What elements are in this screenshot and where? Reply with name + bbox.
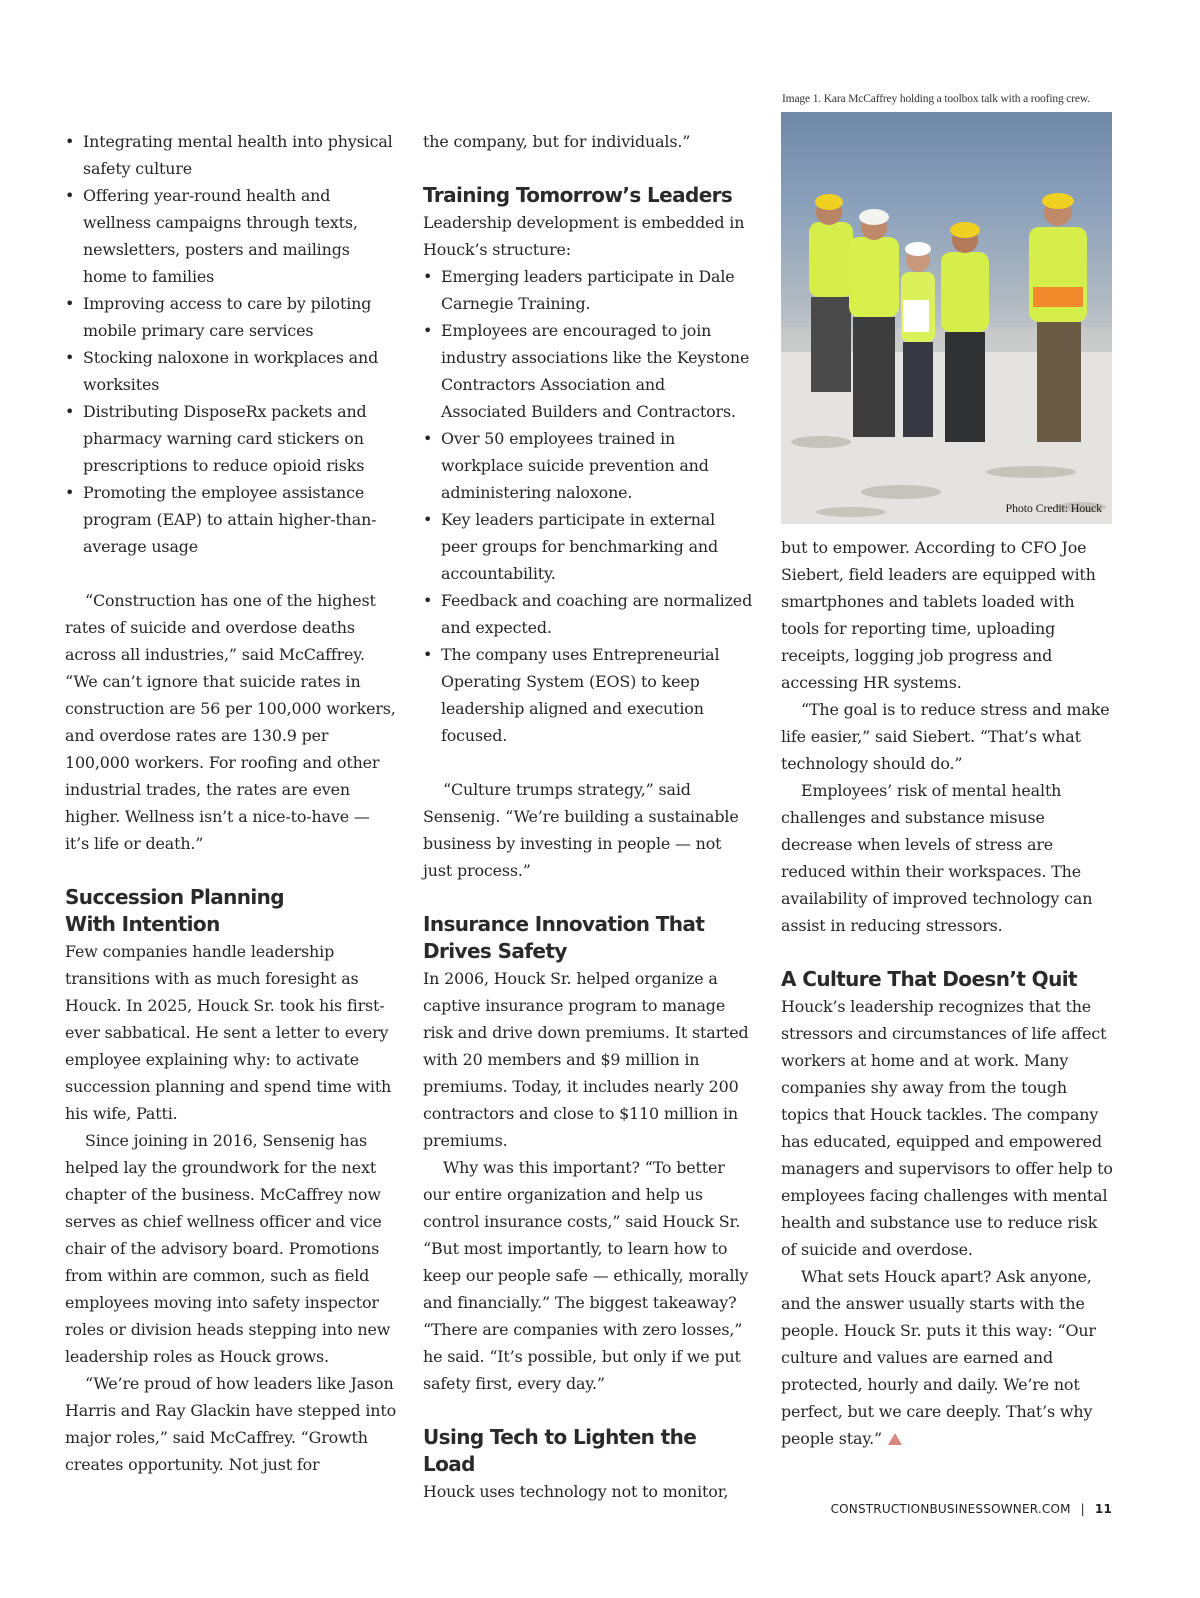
wellness-initiatives-list xyxy=(65,128,397,560)
section-heading-insurance: Insurance Innovation That Drives Safety xyxy=(423,912,705,963)
section-heading-training: Training Tomorrow’s Leaders xyxy=(423,183,733,207)
list-item: • Over 50 employees trained in workplace suicide prevention and administering naloxone. xyxy=(423,425,753,506)
list-item: • Employees are encouraged to join industry associations like the Keystone Contractors Association and Associated Builders and Contractors. xyxy=(423,317,753,425)
footer-site-url: CONSTRUCTIONBUSINESSOWNER.COM xyxy=(830,1502,1071,1516)
photo-credit: Photo Credit: Houck xyxy=(1005,501,1102,515)
list-item: • Feedback and coaching are normalized and expected. xyxy=(423,587,753,641)
list-item: • Promoting the employee assistance program (EAP) to attain higher-than-average usage xyxy=(65,479,397,560)
sensenig-quote-paragraph: “Culture trumps strategy,” said Sensenig. “We’re building a sustainable business by investing in people — not just process.” xyxy=(423,780,739,880)
list-item: • Key leaders participate in external peer groups for benchmarking and accountability. xyxy=(423,506,753,587)
list-item: • Integrating mental health into physical safety culture xyxy=(65,128,397,182)
paragraph: Houck’s leadership recognizes that the stressors and circumstances of life affect workers at home and at work. Many companies shy away from the tough topics that Houck tackles. The company has educated, equipped and empowered managers and supervisors to offer help to employees facing challenges with mental health and substance use to reduce risk of suicide and overdose. xyxy=(781,997,1113,1259)
page-footer xyxy=(831,1502,1112,1516)
article-column-1 xyxy=(65,128,397,1478)
section-heading-tech: Using Tech to Lighten the Load xyxy=(423,1425,697,1476)
article-column-2 xyxy=(423,128,753,1505)
photo-caption: Image 1. Kara McCaffrey holding a toolbox talk with a roofing crew. xyxy=(782,93,1091,105)
list-item: • Distributing DisposeRx packets and pharmacy warning card stickers on prescriptions to reduce opioid risks xyxy=(65,398,397,479)
end-of-article-icon xyxy=(888,1433,902,1445)
paragraph: In 2006, Houck Sr. helped organize a captive insurance program to manage risk and drive down premiums. It started with 20 members and $9 million in premiums. Today, it includes nearly 200 contractors and close to $110 million in premiums. xyxy=(423,969,749,1150)
list-item: • Stocking naloxone in workplaces and worksites xyxy=(65,344,397,398)
page-number: 11 xyxy=(1094,1502,1112,1516)
list-item: • Offering year-round health and wellness campaigns through texts, newsletters, posters and mailings home to families xyxy=(65,182,397,290)
paragraph: Few companies handle leadership transitions with as much foresight as Houck. In 2025, Houck Sr. took his first-ever sabbatical. He sent a letter to every employee explaining why: to activate succession planning and spend time with his wife, Patti. xyxy=(65,942,392,1123)
footer-separator: | xyxy=(1080,1502,1085,1516)
list-item: • The company uses Entrepreneurial Operating System (EOS) to keep leadership aligned and execution focused. xyxy=(423,641,753,749)
closing-paragraph: What sets Houck apart? Ask anyone, and the answer usually starts with the people. Houck Sr. puts it this way: “Our culture and values are earned and protected, hourly and daily. We’re not perfect, but we care deeply. That’s why people stay.” xyxy=(781,1267,1096,1448)
mccaffrey-quote-paragraph: “Construction has one of the highest rates of suicide and overdose deaths across all industries,” said McCaffrey. “We can’t ignore that suicide rates in construction are 56 per 100,000 workers, and overdose rates are 130.9 per 100,000 workers. For roofing and other industrial trades, the rates are even higher. Wellness isn’t a nice-to-have — it’s life or death.” xyxy=(65,591,396,853)
siebert-quote-paragraph: “The goal is to reduce stress and make life easier,” said Siebert. “That’s what technology should do.” xyxy=(781,700,1110,773)
leadership-development-list xyxy=(423,263,753,749)
paragraph-continuation: the company, but for individuals.” xyxy=(423,132,691,151)
roofing-crew-photo xyxy=(781,112,1112,524)
paragraph: Houck uses technology not to monitor, xyxy=(423,1482,729,1501)
section-heading-succession: Succession Planning With Intention xyxy=(65,885,285,936)
paragraph-continuation: but to empower. According to CFO Joe Siebert, field leaders are equipped with smartphones and tablets loaded with tools for reporting time, uploading receipts, logging job progress and accessing HR systems. xyxy=(781,538,1096,692)
paragraph: Leadership development is embedded in Houck’s structure: xyxy=(423,213,745,259)
article-column-3 xyxy=(781,92,1113,1452)
paragraph: Why was this important? “To better our entire organization and help us control insurance costs,” said Houck Sr. “But most importantly, to learn how to keep our people safe — ethically, morally and financially.” The biggest takeaway? “There are companies with zero losses,” he said. “It’s possible, but only if we put safety first, every day.” xyxy=(423,1158,749,1393)
section-heading-culture: A Culture That Doesn’t Quit xyxy=(781,967,1077,991)
list-item: • Improving access to care by piloting mobile primary care services xyxy=(65,290,397,344)
roofing-crew-illustration xyxy=(781,112,1112,524)
paragraph: Employees’ risk of mental health challenges and substance misuse decrease when levels of stress are reduced within their workspaces. The availability of improved technology can assist in reducing stressors. xyxy=(781,781,1093,935)
paragraph: Since joining in 2016, Sensenig has helped lay the groundwork for the next chapter of the business. McCaffrey now serves as chief wellness officer and vice chair of the advisory board. Promotions from within are common, such as field employees moving into safety inspector roles or division heads stepping into new leadership roles as Houck grows. xyxy=(65,1131,391,1366)
paragraph: “We’re proud of how leaders like Jason Harris and Ray Glackin have stepped into major roles,” said McCaffrey. “Growth creates opportunity. Not just for xyxy=(65,1374,397,1474)
list-item: • Emerging leaders participate in Dale Carnegie Training. xyxy=(423,263,753,317)
